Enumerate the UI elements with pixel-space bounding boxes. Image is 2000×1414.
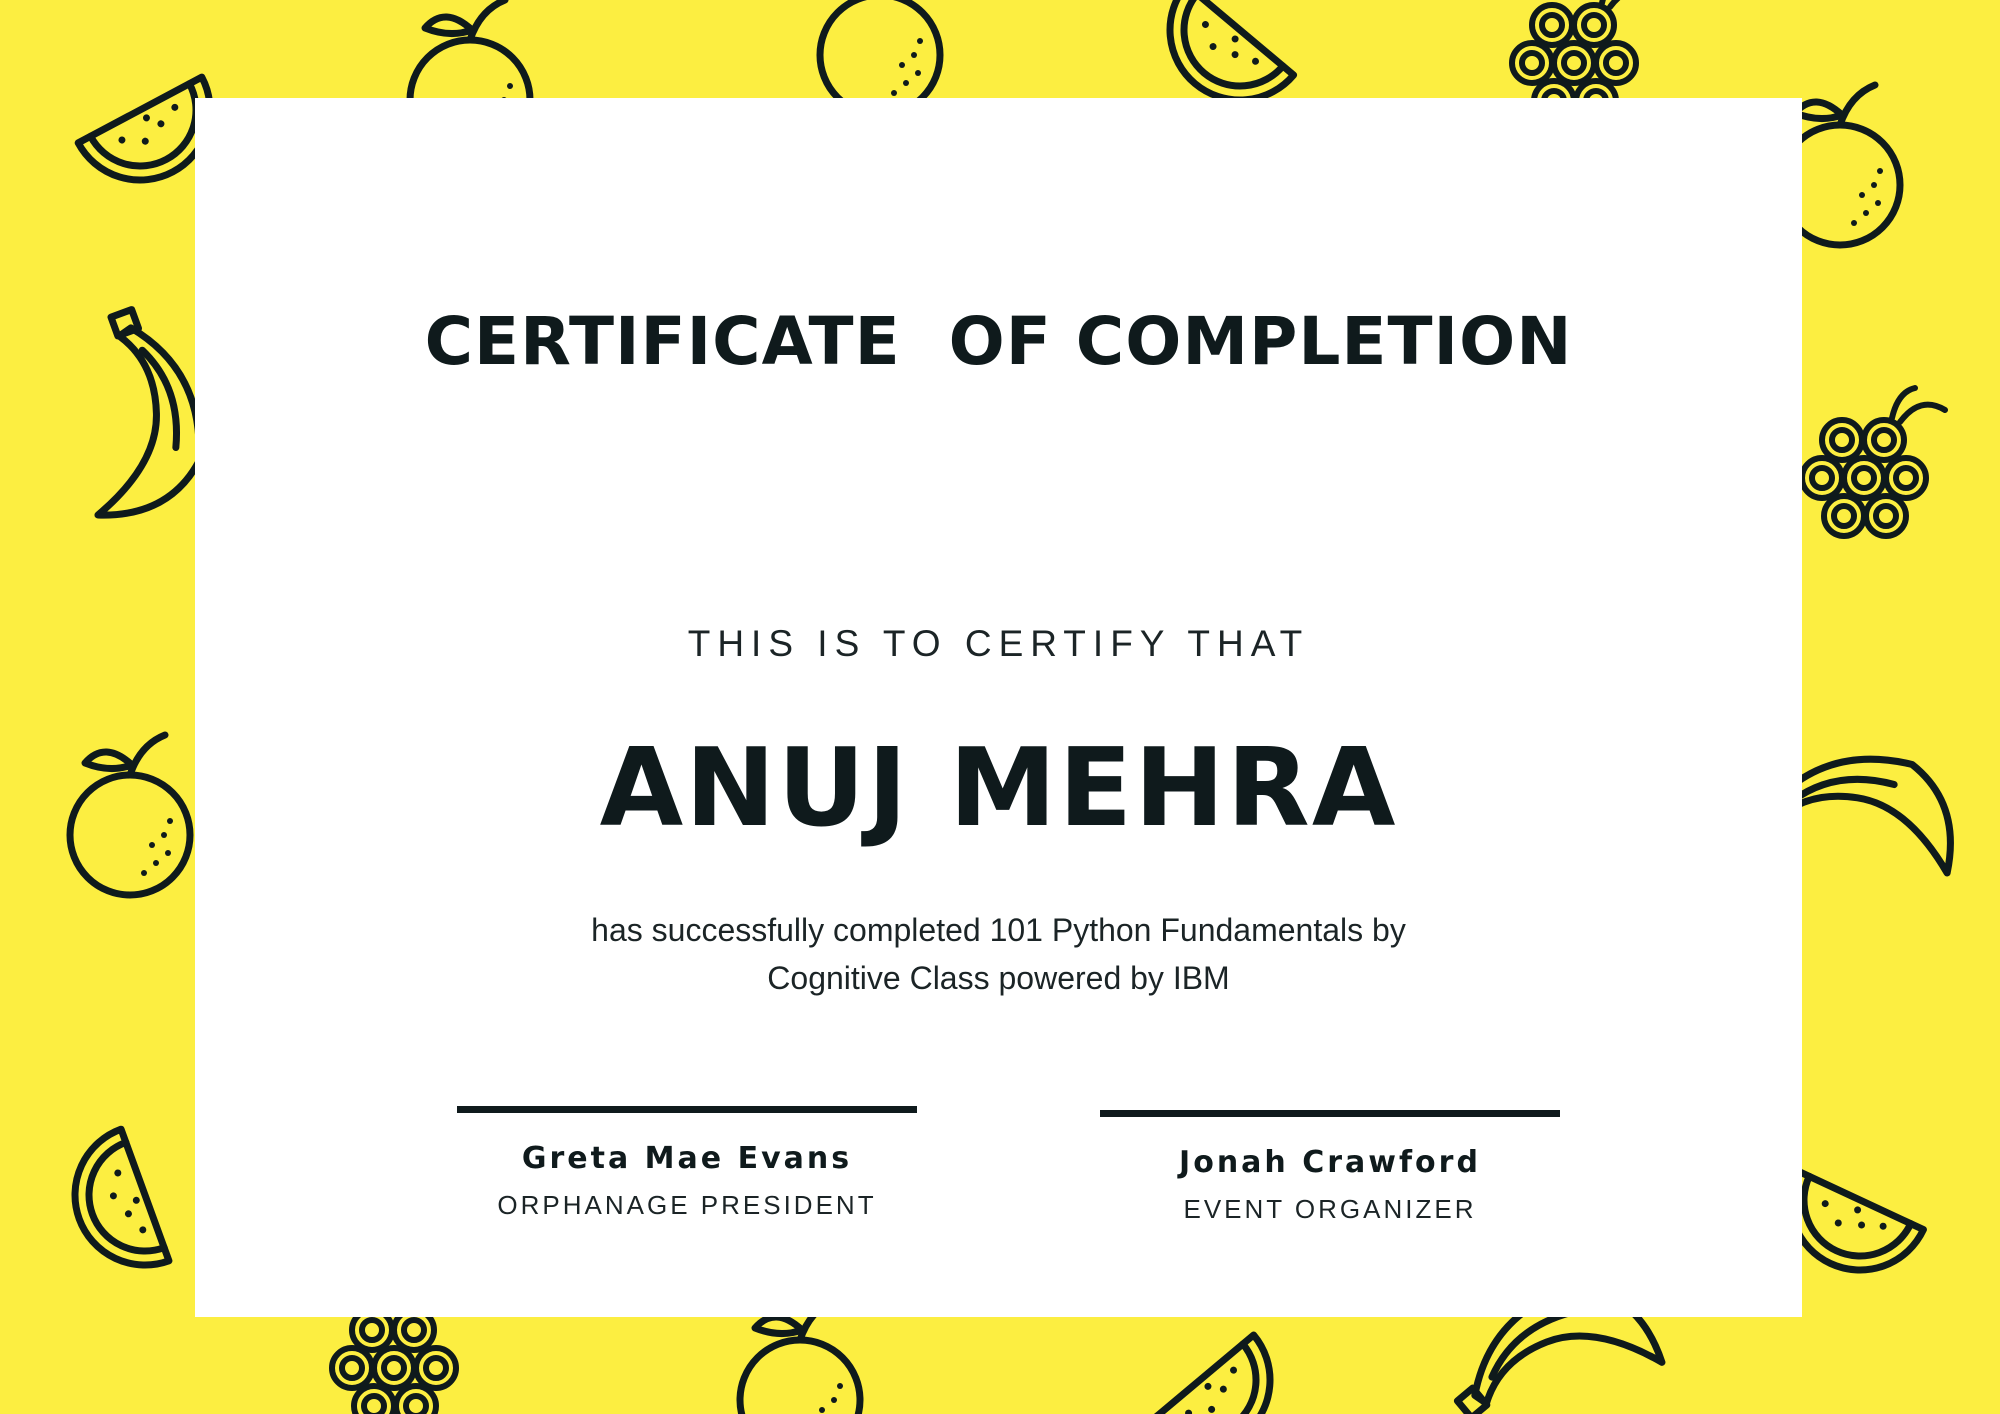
signature-block-left — [457, 1106, 917, 1221]
signatory-name: Greta Mae Evans — [521, 1141, 853, 1176]
completion-description — [195, 906, 1802, 1002]
signature-block-right — [1100, 1110, 1560, 1225]
signatory-name: Jonah Crawford — [1179, 1145, 1481, 1180]
signature-line — [457, 1106, 917, 1113]
certificate-card — [195, 98, 1802, 1317]
signatory-role: EVENT ORGANIZER — [1183, 1194, 1477, 1224]
certify-intro-text: THIS IS TO CERTIFY THAT — [687, 623, 1310, 664]
description-line-2: Cognitive Class powered by IBM — [767, 960, 1230, 996]
signature-line — [1100, 1110, 1560, 1117]
signatory-role: ORPHANAGE PRESIDENT — [497, 1190, 877, 1220]
description-line-1: has successfully completed 101 Python Fundamentals by — [591, 912, 1406, 948]
certificate-title: CERTIFICATE OF COMPLETION — [424, 303, 1573, 380]
recipient-name: ANUJ MEHRA — [599, 726, 1398, 851]
